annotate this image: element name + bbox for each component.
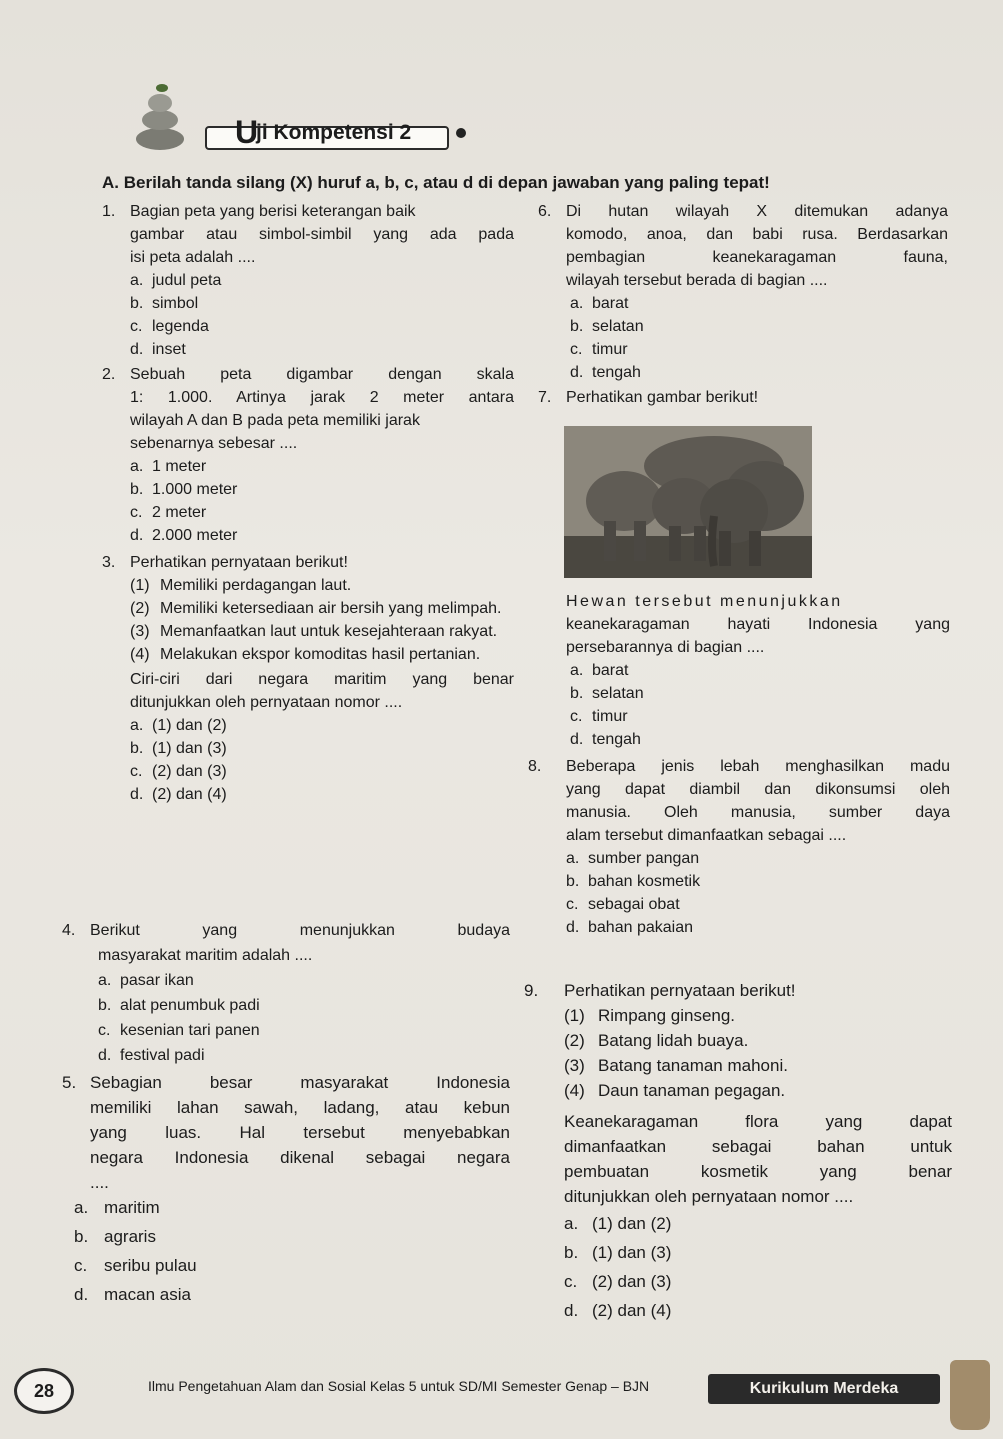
question-text: dimanfaatkan sebagai bahan untuk (564, 1137, 952, 1156)
statement-text: Melakukan ekspor komoditas hasil pertanian. (160, 646, 481, 663)
question-number: 3. (102, 554, 116, 571)
option-letter: d. (130, 341, 144, 358)
question-text: yang luas. Hal tersebut menyebabkan (90, 1123, 510, 1142)
option-d[interactable] (62, 1282, 510, 1307)
option-b[interactable] (102, 292, 514, 315)
option-b[interactable] (538, 870, 950, 893)
question-text: alam tersebut dimanfaatkan sebagai .... (566, 827, 847, 844)
option-text: agraris (104, 1227, 156, 1246)
question-number: 1. (102, 203, 116, 220)
option-text: maritim (104, 1198, 160, 1217)
statement-4 (102, 643, 514, 666)
option-text: (2) dan (4) (152, 786, 227, 803)
option-d[interactable] (102, 783, 514, 806)
option-letter: a. (570, 295, 584, 312)
option-text: seribu pulau (104, 1256, 197, 1275)
curriculum-badge: Kurikulum Merdeka (708, 1374, 940, 1404)
option-a[interactable] (538, 847, 950, 870)
question-text: masyarakat maritim adalah .... (98, 947, 313, 964)
question-text: Hewan tersebut menunjukkan (566, 593, 843, 610)
statement-number: (3) (564, 1056, 585, 1075)
statement-number: (2) (130, 600, 150, 617)
option-text: legenda (152, 318, 209, 335)
statement-text: Memiliki ketersediaan air bersih yang melimpah. (160, 600, 502, 617)
question-text: negara Indonesia dikenal sebagai negara (90, 1148, 510, 1167)
question-number: 6. (538, 203, 552, 220)
question-number: 9. (524, 981, 539, 1000)
right-column (538, 200, 948, 409)
option-c[interactable] (524, 1269, 952, 1294)
option-letter: d. (570, 731, 584, 748)
option-letter: a. (564, 1214, 579, 1233)
option-letter: c. (130, 318, 143, 335)
statement-3 (524, 1053, 952, 1078)
option-letter: c. (130, 504, 143, 521)
option-text: sebagai obat (588, 896, 680, 913)
question-text: Sebagian besar masyarakat Indonesia (90, 1073, 510, 1092)
left-column-lower (62, 918, 510, 1307)
option-c[interactable] (102, 315, 514, 338)
bullet-icon (456, 128, 466, 138)
question-text: manusia. Oleh manusia, sumber daya (566, 804, 950, 821)
option-text: macan asia (104, 1285, 191, 1304)
question-text: Ciri-ciri dari negara maritim yang benar (130, 671, 514, 688)
question-intro: Perhatikan gambar berikut! (566, 389, 759, 406)
question-number: 4. (62, 922, 76, 939)
option-b[interactable] (538, 315, 948, 338)
option-text: bahan kosmetik (588, 873, 701, 890)
question-text: memiliki lahan sawah, ladang, atau kebun (90, 1098, 510, 1117)
question-4 (62, 918, 510, 1068)
option-letter: c. (98, 1022, 111, 1039)
option-letter: b. (570, 685, 584, 702)
option-letter: b. (564, 1243, 579, 1262)
option-a[interactable] (62, 1195, 510, 1220)
option-text: timur (592, 341, 628, 358)
option-b[interactable] (538, 682, 950, 705)
option-a[interactable] (102, 714, 514, 737)
option-text: bahan pakaian (588, 919, 693, 936)
question-7 (538, 386, 948, 409)
option-letter: b. (566, 873, 580, 890)
question-text: keanekaragaman hayati Indonesia yang (566, 616, 950, 633)
question-number: 2. (102, 366, 116, 383)
option-text: (2) dan (3) (592, 1272, 672, 1291)
question-3 (102, 551, 514, 806)
option-text: inset (152, 341, 186, 358)
question-text: gambar atau simbol-simbil yang ada pada (130, 226, 514, 243)
option-letter: b. (570, 318, 584, 335)
statement-text: Batang tanaman mahoni. (598, 1056, 788, 1075)
option-a[interactable] (102, 455, 514, 478)
option-d[interactable] (62, 1043, 510, 1068)
elephants-photo (564, 426, 812, 578)
question-intro: Perhatikan pernyataan berikut! (564, 981, 796, 1000)
option-letter: c. (566, 896, 579, 913)
option-text: barat (592, 295, 629, 312)
question-2 (102, 363, 514, 547)
option-letter: a. (98, 972, 112, 989)
option-text: (1) dan (2) (152, 717, 227, 734)
option-d[interactable] (538, 361, 948, 384)
option-b[interactable] (102, 478, 514, 501)
option-letter: d. (130, 786, 144, 803)
option-b[interactable] (102, 737, 514, 760)
question-text: 1: 1.000. Artinya jarak 2 meter antara (130, 389, 514, 406)
question-text: yang dapat diambil dan dikonsumsi oleh (566, 781, 950, 798)
option-text: sumber pangan (588, 850, 700, 867)
option-letter: a. (130, 272, 144, 289)
question-number: 8. (528, 758, 542, 775)
option-text: festival padi (120, 1047, 205, 1064)
option-text: pasar ikan (120, 972, 194, 989)
option-text: judul peta (152, 272, 222, 289)
option-text: 1 meter (152, 458, 207, 475)
option-a[interactable] (538, 659, 950, 682)
option-letter: b. (130, 740, 144, 757)
statement-1 (102, 574, 514, 597)
option-c[interactable] (538, 705, 950, 728)
option-letter: c. (564, 1272, 578, 1291)
option-c[interactable] (102, 760, 514, 783)
right-column-bottom (524, 978, 952, 1323)
right-column-lower (528, 590, 950, 939)
option-a[interactable] (538, 292, 948, 315)
option-letter: b. (130, 295, 144, 312)
option-d[interactable] (102, 338, 514, 361)
statement-number: (1) (130, 577, 150, 594)
plant-pot-icon (950, 1360, 990, 1430)
book-title: Ilmu Pengetahuan Alam dan Sosial Kelas 5 untuk SD/MI Semester Genap – BJN (148, 1378, 650, 1394)
question-text: sebenarnya sebesar .... (130, 435, 298, 452)
question-5 (62, 1070, 510, 1307)
header-initial: U (235, 114, 259, 150)
statement-3 (102, 620, 514, 643)
option-letter: c. (570, 341, 583, 358)
option-letter: b. (74, 1227, 89, 1246)
statement-text: Memiliki perdagangan laut. (160, 577, 352, 594)
option-text: 2.000 meter (152, 527, 238, 544)
question-text: Berikut yang menunjukkan budaya (90, 922, 510, 939)
option-letter: d. (74, 1285, 89, 1304)
option-letter: b. (98, 997, 112, 1014)
option-text: (1) dan (3) (592, 1243, 672, 1262)
question-text: komodo, anoa, dan babi rusa. Berdasarkan (566, 226, 948, 243)
statement-text: Batang lidah buaya. (598, 1031, 749, 1050)
option-text: (1) dan (2) (592, 1214, 672, 1233)
question-9 (524, 978, 952, 1323)
question-text: Beberapa jenis lebah menghasilkan madu (566, 758, 950, 775)
option-text: alat penumbuk padi (120, 997, 260, 1014)
option-b[interactable] (524, 1240, 952, 1265)
statement-number: (2) (564, 1031, 585, 1050)
option-letter: a. (566, 850, 580, 867)
question-text: ditunjukkan oleh pernyataan nomor .... (564, 1187, 854, 1206)
question-number: 5. (62, 1073, 77, 1092)
option-c[interactable] (62, 1253, 510, 1278)
option-letter: d. (98, 1047, 112, 1064)
section-header (150, 114, 480, 152)
option-d[interactable] (538, 728, 950, 751)
option-a[interactable] (62, 968, 510, 993)
option-text: (2) dan (4) (592, 1301, 672, 1320)
option-c[interactable] (538, 893, 950, 916)
option-letter: d. (566, 919, 580, 936)
option-text: simbol (152, 295, 199, 312)
question-text: ditunjukkan oleh pernyataan nomor .... (130, 694, 403, 711)
question-text: Sebuah peta digambar dengan skala (130, 366, 514, 383)
option-letter: d. (564, 1301, 579, 1320)
question-text: persebarannya di bagian .... (566, 639, 765, 656)
question-8 (528, 755, 950, 939)
statement-number: (3) (130, 623, 150, 640)
question-7-body (538, 590, 950, 751)
option-letter: d. (130, 527, 144, 544)
option-a[interactable] (102, 269, 514, 292)
option-d[interactable] (524, 1298, 952, 1323)
page-number: 28 (14, 1368, 74, 1414)
option-text: 1.000 meter (152, 481, 238, 498)
option-text: (1) dan (3) (152, 740, 227, 757)
option-letter: c. (130, 763, 143, 780)
question-text: Di hutan wilayah X ditemukan adanya (566, 203, 948, 220)
question-intro: Perhatikan pernyataan berikut! (130, 554, 348, 571)
statement-number: (4) (130, 646, 150, 663)
option-c[interactable] (62, 1018, 510, 1043)
elephant-icon (564, 426, 812, 578)
option-text: tengah (592, 364, 641, 381)
option-text: timur (592, 708, 628, 725)
option-letter: a. (130, 458, 144, 475)
question-text: pembuatan kosmetik yang benar (564, 1162, 952, 1181)
question-6 (538, 200, 948, 384)
statement-number: (1) (564, 1006, 585, 1025)
option-text: tengah (592, 731, 641, 748)
question-text: wilayah tersebut berada di bagian .... (566, 272, 828, 289)
left-column (102, 200, 514, 806)
option-text: selatan (592, 685, 644, 702)
question-1 (102, 200, 514, 361)
option-letter: c. (570, 708, 583, 725)
option-b[interactable] (62, 1224, 510, 1249)
option-d[interactable] (538, 916, 950, 939)
statement-text: Memanfaatkan laut untuk kesejahteraan rakyat. (160, 623, 498, 640)
question-number: 7. (538, 389, 552, 406)
option-letter: b. (130, 481, 144, 498)
option-c[interactable] (102, 501, 514, 524)
statement-text: Daun tanaman pegagan. (598, 1081, 786, 1100)
option-text: selatan (592, 318, 644, 335)
question-text: Keanekaragaman flora yang dapat (564, 1112, 952, 1131)
option-text: (2) dan (3) (152, 763, 227, 780)
section-title: ji Kompetensi 2 (256, 121, 412, 144)
option-letter: a. (570, 662, 584, 679)
option-text: kesenian tari panen (120, 1022, 260, 1039)
statement-2 (524, 1028, 952, 1053)
option-d[interactable] (102, 524, 514, 547)
option-b[interactable] (62, 993, 510, 1018)
instruction: A. Berilah tanda silang (X) huruf a, b, c, atau d di depan jawaban yang paling tepat! (102, 173, 770, 192)
question-text: isi peta adalah .... (130, 249, 256, 266)
option-letter: d. (570, 364, 584, 381)
option-a[interactable] (524, 1211, 952, 1236)
statement-number: (4) (564, 1081, 585, 1100)
option-letter: a. (74, 1198, 89, 1217)
option-text: barat (592, 662, 629, 679)
statement-1 (524, 1003, 952, 1028)
option-c[interactable] (538, 338, 948, 361)
question-text: pembagian keanekaragaman fauna, (566, 249, 948, 266)
option-letter: a. (130, 717, 144, 734)
statement-2 (102, 597, 514, 620)
question-text: .... (90, 1173, 109, 1192)
option-text: 2 meter (152, 504, 207, 521)
question-text: Bagian peta yang berisi keterangan baik (130, 203, 416, 220)
question-text: wilayah A dan B pada peta memiliki jarak (130, 412, 420, 429)
statement-4 (524, 1078, 952, 1103)
statement-text: Rimpang ginseng. (598, 1006, 736, 1025)
option-letter: c. (74, 1256, 88, 1275)
